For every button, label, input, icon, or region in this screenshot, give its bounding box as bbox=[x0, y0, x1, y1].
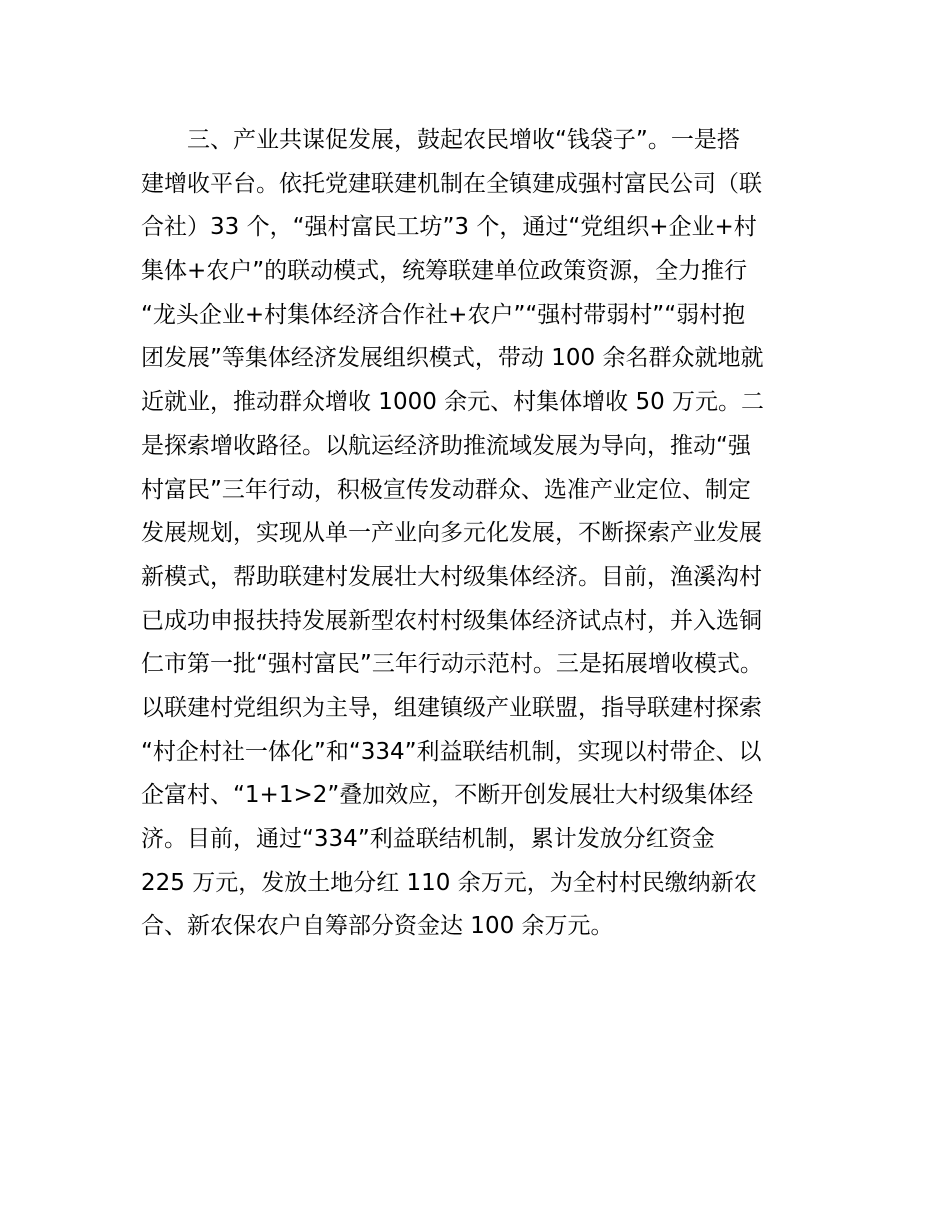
paragraph-line: 团发展”等集体经济发展组织模式，带动 100 余名群众就地就 bbox=[141, 345, 764, 372]
paragraph-line: 是探索增收路径。以航运经济助推流域发展为导向，推动“强 bbox=[141, 432, 751, 459]
paragraph-line: 225 万元，发放土地分红 110 余万元，为全村村民缴纳新农 bbox=[141, 869, 757, 896]
paragraph-line: 近就业，推动群众增收 1000 余元、村集体增收 50 万元。二 bbox=[141, 389, 765, 416]
paragraph-line: 企富村、“1+1>2”叠加效应，不断开创发展壮大村级集体经 bbox=[141, 782, 754, 809]
paragraph-line: 村富民”三年行动，积极宣传发动群众、选准产业定位、制定 bbox=[141, 476, 751, 503]
paragraph-line: 合、新农保农户自筹部分资金达 100 余万元。 bbox=[141, 913, 614, 940]
paragraph-line: 集体+农户”的联动模式，统筹联建单位政策资源，全力推行 bbox=[141, 258, 748, 285]
paragraph-line: 以联建村党组织为主导，组建镇级产业联盟，指导联建村探索 bbox=[141, 694, 762, 721]
paragraph-line: 合社）33 个，“强村富民工坊”3 个，通过“党组织+企业+村 bbox=[141, 214, 757, 241]
paragraph-line: 新模式，帮助联建村发展壮大村级集体经济。目前，渔溪沟村 bbox=[141, 563, 762, 590]
paragraph-line: 已成功申报扶持发展新型农村村级集体经济试点村，并入选铜 bbox=[141, 607, 762, 634]
paragraph-line: “村企村社一体化”和“334”利益联结机制，实现以村带企、以 bbox=[141, 738, 762, 765]
paragraph-line: 济。目前，通过“334”利益联结机制，累计发放分红资金 bbox=[141, 826, 715, 852]
paragraph-line: 仁市第一批“强村富民”三年行动示范村。三是拓展增收模式。 bbox=[141, 651, 763, 678]
paragraph-line: “龙头企业+村集体经济合作社+农户”“强村带弱村”“弱村抱 bbox=[141, 301, 746, 328]
paragraph-line: 三、产业共谋促发展，鼓起农民增收“钱袋子”。一是搭 bbox=[187, 127, 740, 153]
body-paragraph bbox=[141, 119, 841, 949]
paragraph-line: 建增收平台。依托党建联建机制在全镇建成强村富民公司（联 bbox=[141, 170, 762, 197]
paragraph-line: 发展规划，实现从单一产业向多元化发展，不断探索产业发展 bbox=[141, 520, 762, 547]
